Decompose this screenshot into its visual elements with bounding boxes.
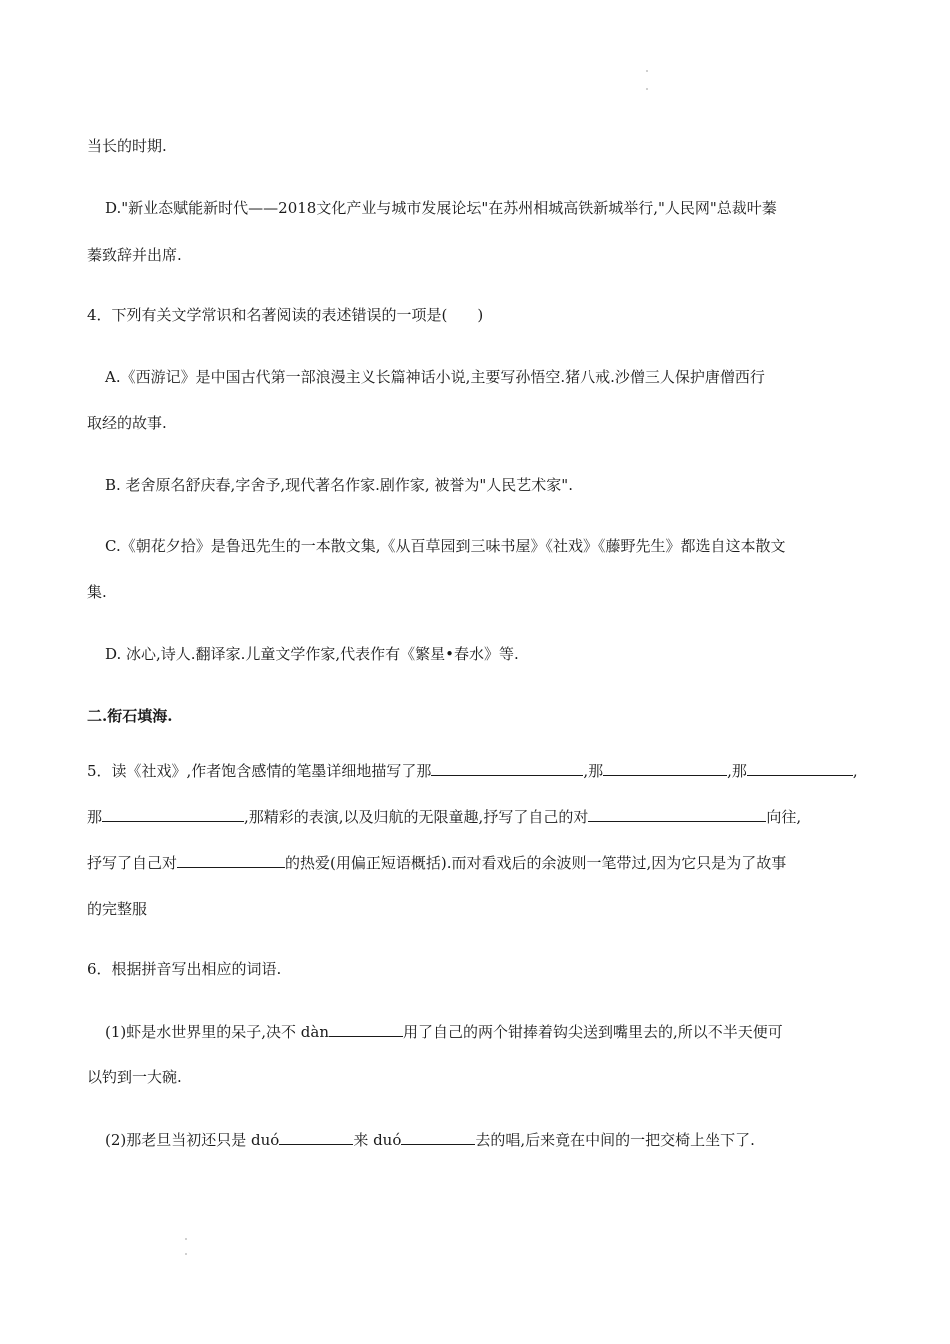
question-6-stem: 6．根据拼音写出相应的词语. <box>87 960 282 978</box>
section-heading: 二.衔石填海. <box>87 707 173 725</box>
fill-blank[interactable] <box>603 760 727 776</box>
option-a-line: A.《西游记》是中国古代第一部浪漫主义长篇神话小说,主要写孙悟空.猪八戒.沙僧三人保护唐僧西行 <box>105 368 765 386</box>
question-6-1-line: 以钓到一大碗. <box>87 1068 182 1086</box>
question-5-line <box>87 806 801 827</box>
option-b-line: B. 老舍原名舒庆春,字舍予,现代著名作家.剧作家, 被誉为"人民艺术家". <box>105 476 573 494</box>
scan-speck <box>646 88 648 90</box>
text: 去的唱,后来竟在中间的一把交椅上坐下了. <box>475 1131 755 1149</box>
text: (1)虾是水世界里的呆子,决不 dàn <box>105 1023 329 1041</box>
text: ,那 <box>727 762 747 780</box>
fill-blank[interactable] <box>747 760 853 776</box>
option-d-line: D."新业态赋能新时代——2018文化产业与城市发展论坛"在苏州相城高铁新城举行,"人民网"总裁叶蓁 <box>105 199 777 217</box>
fill-blank[interactable] <box>177 852 285 868</box>
fill-blank[interactable] <box>102 806 244 822</box>
option-d-line: 蓁致辞并出席. <box>87 246 182 264</box>
question-6-2-line <box>105 1129 755 1150</box>
text: ,那精彩的表演,以及归航的无限童趣,抒写了自己的对 <box>244 808 589 826</box>
question-4-stem: 4．下列有关文学常识和名著阅读的表述错误的一项是( ) <box>87 306 484 324</box>
text: 向往, <box>766 808 802 826</box>
text: 那 <box>87 808 103 826</box>
scan-speck <box>185 1253 187 1255</box>
text: 抒写了自己对 <box>87 854 178 872</box>
question-5-line <box>87 852 786 873</box>
text: 的热爱(用偏正短语概括).而对看戏后的余波则一笔带过,因为它只是为了故事 <box>285 854 787 872</box>
fill-blank[interactable] <box>431 760 583 776</box>
question-6-1-line <box>105 1021 783 1042</box>
fill-blank[interactable] <box>588 806 766 822</box>
fill-blank[interactable] <box>329 1021 403 1037</box>
scan-speck <box>646 70 648 72</box>
question-5-line <box>87 760 858 781</box>
text: 5．读《社戏》,作者饱含感情的笔墨详细地描写了那 <box>87 762 432 780</box>
option-a-line: 取经的故事. <box>87 414 167 432</box>
text: 用了自己的两个钳捧着钩尖送到嘴里去的,所以不半天便可 <box>403 1023 783 1041</box>
option-c-line: C.《朝花夕拾》是鲁迅先生的一本散文集,《从百草园到三味书屋》《社戏》《藤野先生》都选自这本散文 <box>105 537 786 555</box>
question-5-line: 的完整服 <box>87 900 148 918</box>
scan-speck <box>185 1238 187 1240</box>
text: (2)那老旦当初还只是 duó <box>105 1131 280 1149</box>
text: , <box>852 762 858 780</box>
text-line: 当长的时期. <box>87 137 167 155</box>
option-d-line: D. 冰心,诗人.翻译家.儿童文学作家,代表作有《繁星•春水》等. <box>105 645 519 663</box>
text: 来 duó <box>353 1131 402 1149</box>
fill-blank[interactable] <box>401 1129 475 1145</box>
text: ,那 <box>583 762 604 780</box>
fill-blank[interactable] <box>279 1129 353 1145</box>
option-c-line: 集. <box>87 583 107 601</box>
